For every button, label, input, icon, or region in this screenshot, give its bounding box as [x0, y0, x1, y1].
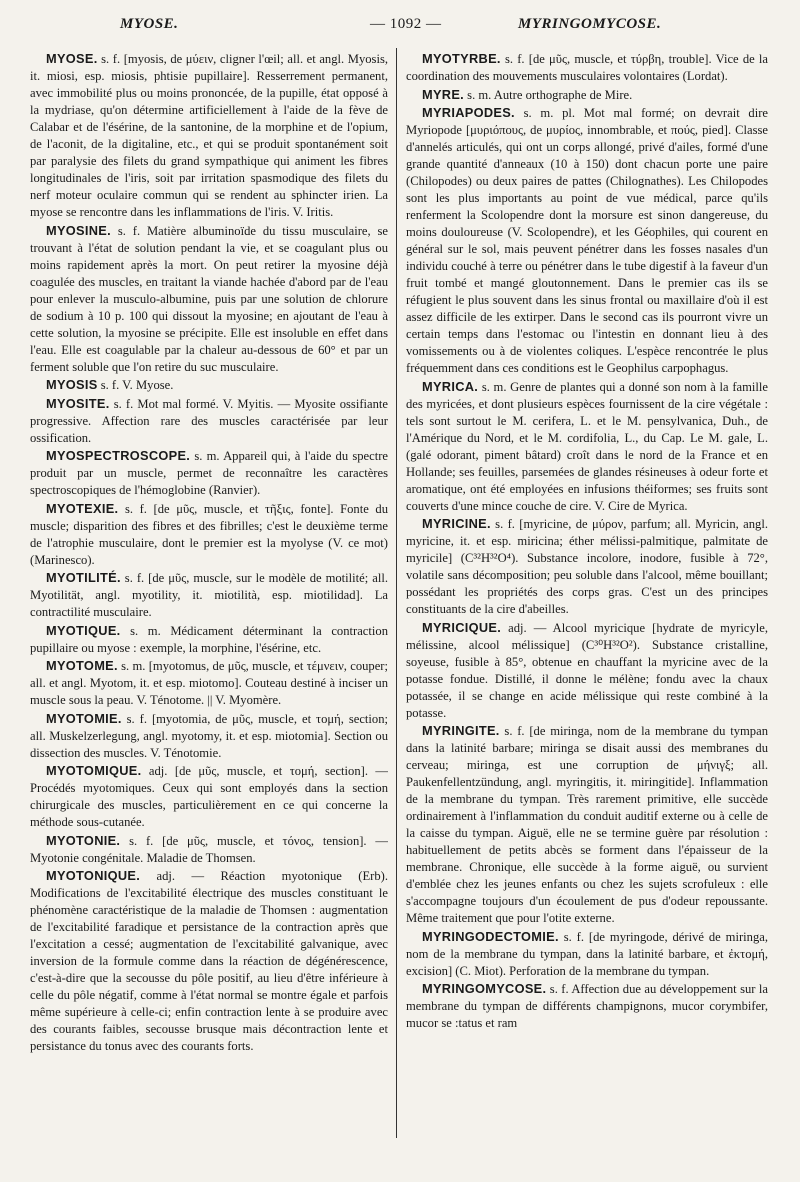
- entry-term: MYRICINE.: [422, 516, 491, 531]
- entry-text: adj. [de μῦς, muscle, et τομή, section]. — Procédés myotomiques. Ceux qui sont employés dans la section chirurgicale des muscles, particulièrement en ce qui concerne la méthode sous-cutanée.: [30, 764, 388, 829]
- entry: [30, 622, 388, 657]
- entry-text: s. m. Médicament déterminant la contraction pupillaire ou myose : exemple, la morphine, l'ésérine, etc.: [30, 623, 388, 655]
- entry-term: MYRINGODECTOMIE.: [422, 928, 559, 944]
- entry: [30, 50, 388, 221]
- entry: [406, 980, 768, 1032]
- entry-term: MYOTEXIE.: [46, 500, 119, 516]
- entry-text: s. m. Autre orthographe de Mire.: [464, 87, 633, 102]
- entry: [30, 376, 388, 394]
- entry: [30, 500, 388, 569]
- entry-text: adj. — Réaction myotonique (Erb). Modifications de l'excitabilité électrique des muscles constituant le phénomène caractéristique de la maladie de Thomsen : augmentation de l'excitabilité faradique et persistance de la contraction après que l'excitation a cessé; augmentation de l'excitabilité galvanique, avec inversion de la formule comme dans la réaction de dégénérescence, c'est-à-dire que la secousse du pôle positif, au lieu d'être inférieure à celle du pôle négatif, comme à l'état normal se montre égale et parfois même supérieure à celle-ci; enfin contraction lente à se produire avec des courants faibles, secousse brusque mais décontraction lente et persistance du tonus avec des courants forts.: [30, 869, 388, 1053]
- entry-text: s. f. [myosis, de μύειν, cligner l'œil; all. et angl. Myosis, it. miosi, esp. miosis, phtisie pupillaire]. Resserrement permanent, avec immobilité plus ou moins prononcée, de la pupille, état opposé à la mydriase, qu'on détermine artificiellement à l'aide de la fève de Calabar et de l'ésérine, de la santonine, de la morphine et de l'opium, de l'aconit, de la digitaline, etc., et qui se produit spontanément soit par paralysie des filets du grand sympathique qui animent les fibres longitudinales de l'iris, soit par irritation spasmodique des filets du nerf moteur oculaire commun qui se rendent au sphincter irien. La myose se rencontre dans les inflammations de l'iris. V. Iritis.: [30, 52, 388, 219]
- entry: [30, 762, 388, 831]
- entry: [30, 710, 388, 762]
- entry-text: s. f. V. Myose.: [97, 378, 174, 392]
- entry-term: MYRINGOMYCOSE.: [422, 981, 547, 996]
- entry-text: s. f. [de μῦς, muscle, et τόνος, tension]. — Myotonie congénitale. Maladie de Thomsen.: [30, 833, 388, 865]
- entry-term: MYOTOMIQUE.: [46, 763, 142, 778]
- page-number: — 1092 —: [370, 16, 442, 32]
- page-header: [0, 0, 800, 42]
- entry: [406, 378, 768, 515]
- entry: [30, 867, 388, 1055]
- entry-text: s. m. pl. Mot mal formé; on devrait dire Myriopode [μυριόπους, de μυρίος, innombrable, et πούς, pied]. Classe d'annelés articulés, qui ont un corps allongé, privé d'ailes, formé d'une grande quantité d'anneaux (10 à 150) dont chacun porte une paire (Chilopodes) ou deux paires de pattes (Chilognathes). Les Chilopodes sont les plus importants au point de vue médical, parce qu'ils renferment la Scolopendre dont la morsure est sinon dangereuse, du moins douloureuse (V. Scolopendre), et les Géophiles, qui courent en général sur le sol, mais peuvent pénétrer dans les fosses nasales d'un individu couché à terre ou pénétrer dans le tube digestif à la faveur d'un fruit tombé et mangé gloutonnement. Dans le premier cas ils se réfugient le plus souvent dans les sinus frontal ou maxillaire d'où il est assez difficile de les extirper. Dans le second cas ils pourront vivre un certain temps dans l'estomac ou l'intestin en donnant lieu à des vomissements ou à de violentes coliques. L'espèce rencontrée le plus fréquemment dans ces conditions est le Geophilus carpophagus.: [406, 106, 768, 375]
- entry: [30, 569, 388, 621]
- entry-text: s. f. [myotomia, de μῦς, muscle, et τομή, section; all. Muskelzerlegung, angl. myotomy, it. et esp. miotomia]. Section ou dissection des muscles. V. Ténotomie.: [30, 711, 388, 760]
- entry-term: MYOTILITÉ.: [46, 570, 121, 585]
- entry-term: MYOSITE.: [46, 395, 110, 411]
- entry-text: s. f. Matière albuminoïde du tissu musculaire, se trouvant à l'état de solution pendant la vie, et se coagulant plus ou moins rapidement après la mort. On peut retirer la myosine déjà coagulée des muscles, en traitant la viande hachée d'abord par de l'eau pour enlever la musculo-albumine, puis par une solution de chlorure de sodium à 10 p. 100 qui dissout la myosine; en ajoutant de l'eau à cette solution, la myosine se précipite. Elle est insoluble en effet dans l'eau. Elle est coagulable par la chaleur au-dessous de 60° et par un ferment soluble que l'on retire du suc musculaire.: [30, 223, 388, 374]
- entry-text: s. m. Genre de plantes qui a donné son nom à la famille des myricées, et dont plusieurs espèces fournissent de la cire végétale : tels sont surtout le M. cerifera, L. et le M. pensylvanica, Duh., de l'Amérique du Nord, et le M. cordifolia, L., du Cap. Le M. gale, L. (galé odorant, piment bâtard) croît dans le nord de la France et en Hollande; ses feuilles, parsemées de glandes résineuses à odeur forte et aromatique, ont été employées en infusions théiformes; ses fruits sont couverts d'une mince couche de cire. V. Cire de Myrica.: [406, 379, 768, 513]
- entry-term: MYOSE.: [46, 51, 98, 66]
- header-left-word: MYOSE.: [120, 16, 179, 32]
- entry-text: s. f. Mot mal formé. V. Myitis. — Myosite ossifiante progressive. Affection rare des muscles caractérisée par leur ossification.: [30, 396, 388, 445]
- entry: [406, 104, 768, 377]
- entry-text: s. f. [de μῦς, muscle, sur le modèle de motilité; all. Myotilität, angl. myotility, it. miotilità, esp. miotilidad]. La contractilité musculaire.: [30, 571, 388, 619]
- entry-text: s. f. [myricine, de μύρον, parfum; all. Myricin, angl. myricine, it. et esp. miricina; éther mélissi-palmitique, palmitate de myricile] (C³²H³²O⁴). Substance incolore, inodore, fusible à 72°, volatile sans décomposition; peu soluble dans l'alcool, même bouillant; possédant les propriétés des corps gras. C'est un des principes constituants de la cire d'abeilles.: [406, 517, 768, 616]
- entry-text: s. f. Affection due au développement sur la membrane du tympan de différents champignons, mucor corymbifer, mucor se :tatus et ram: [406, 982, 768, 1030]
- entry-term: MYRICIQUE.: [422, 619, 502, 635]
- entry: [406, 928, 768, 980]
- entry-term: MYOSIS: [46, 377, 98, 392]
- entry-term: MYRE.: [422, 86, 465, 102]
- entry: [30, 832, 388, 867]
- entry-text: s. f. [de myringode, dérivé de miringa, nom de la membrane du tympan, dans la latinité barbare, et ἐκτομή, excision] (C. Miot). Perforation de la membrane du tympan.: [406, 929, 768, 978]
- entry: [406, 619, 768, 722]
- entry-text: s. f. [de miringa, nom de la membrane du tympan dans la latinité barbare; miringa se disait aussi des membranes du cerveau; miringa, est une corruption de μήνιγξ; all. Paukenfellentzündung, angl. myringitis, it. miringitide]. Inflammation de la membrane du tympan. Très rarement primitive, elle succède ordinairement à l'inflammation du conduit auditif externe ou à celle de la caisse du tympan. Aiguë, elle ne se termine guère par résolution : habituellement de petits abcès se forment dans l'épaisseur de la membrane. Chronique, elle succède à la forme aiguë, ou survient d'emblée chez les jeunes enfants ou chez les sujets scrofuleux : elle s'accompagne toujours d'un écoulement de pus d'odeur repoussante. Même traitement que pour l'otite externe.: [406, 724, 768, 925]
- entry-text: s. m. [myotomus, de μῦς, muscle, et τέμνειν, couper; all. et angl. Myotom, it. et esp. miotomo]. Couteau destiné à inciser un muscle sous la peau. V. Ténotome. || V. Myomère.: [30, 659, 388, 707]
- entry: [406, 86, 768, 104]
- entry-text: s. f. [de μῦς, muscle, et τῆξις, fonte]. Fonte du muscle; disparition des fibres et des fibrilles; c'est le deuxième terme de l'atrophie musculaire, dont le premier est la myolyse (V. ce mot) (Marinesco).: [30, 501, 388, 567]
- entry: [30, 395, 388, 447]
- right-column: [406, 50, 768, 1175]
- entry: [406, 515, 768, 618]
- entry-term: MYRICA.: [422, 378, 479, 394]
- entry: [30, 447, 388, 499]
- entry-text: adj. — Alcool myricique [hydrate de myricyle, mélissine, alcool mélissique] (C³⁰H³²O²). Substance cristalline, soyeuse, fusible à 85°, obtenue en chauffant la myricine avec de la potasse fondue. Distillé, il donne le mélène; fondu avec la chaux potassée, il se change en acide mélissique qui reste combiné à la potasse.: [406, 620, 768, 720]
- entry-term: MYRIAPODES.: [422, 105, 515, 120]
- header-right-word: MYRINGOMYCOSE.: [518, 16, 662, 32]
- entry-text: s. f. [de μῦς, muscle, et τύρβη, trouble]. Vice de la coordination des mouvements musculaires volontaires (Lordat).: [406, 52, 768, 83]
- entry-term: MYOTONIQUE.: [46, 868, 141, 883]
- entry-term: MYOTOMIE.: [46, 710, 122, 726]
- entry-text: s. m. Appareil qui, à l'aide du spectre produit par un muscle, permet de reconnaître les caractères spectroscopiques de l'hémoglobine (Ranvier).: [30, 449, 388, 497]
- entry: [406, 50, 768, 85]
- entry-term: MYOSINE.: [46, 222, 111, 238]
- entry-term: MYOTIQUE.: [46, 622, 121, 638]
- entry-term: MYRINGITE.: [422, 723, 500, 738]
- entry: [30, 657, 388, 709]
- entry-term: MYOTOME.: [46, 658, 118, 673]
- entry-term: MYOTYRBE.: [422, 51, 501, 66]
- entry: [30, 222, 388, 376]
- entry: [406, 722, 768, 927]
- entry-term: MYOSPECTROSCOPE.: [46, 448, 191, 463]
- column-divider: [396, 48, 397, 1138]
- left-column: [30, 50, 388, 1175]
- entry-term: MYOTONIE.: [46, 832, 121, 848]
